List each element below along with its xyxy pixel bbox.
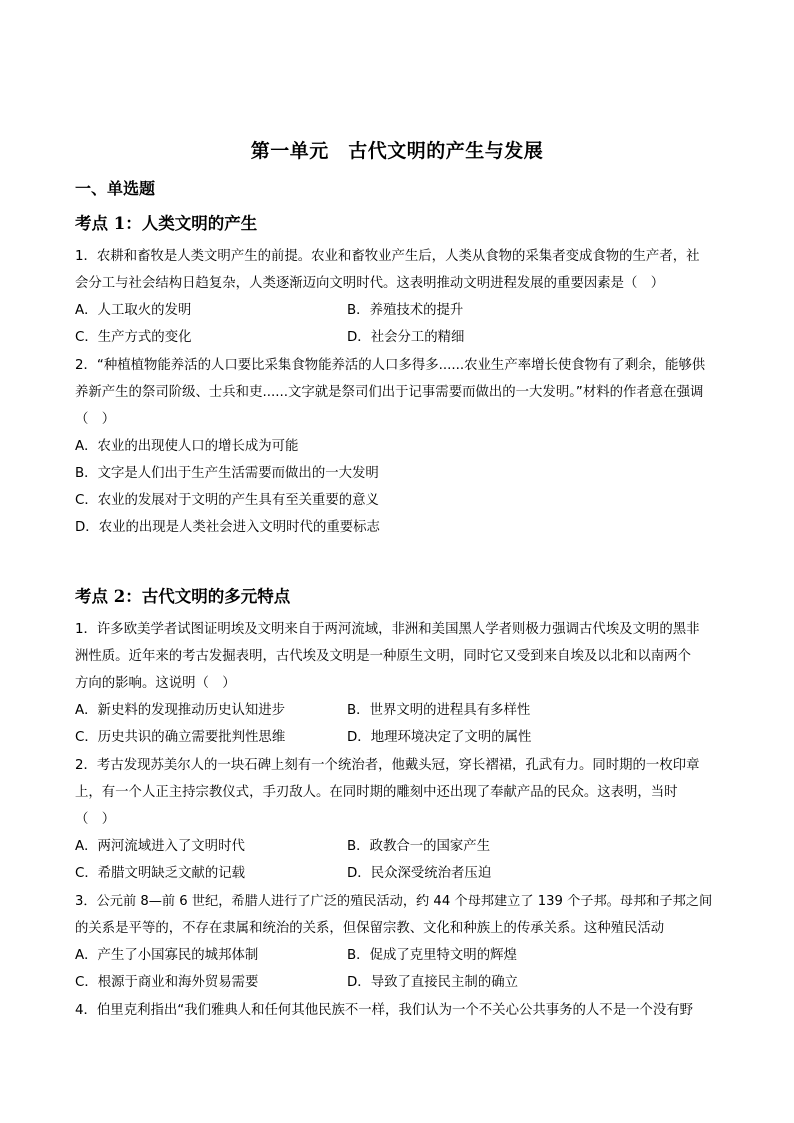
question-text: （ ） bbox=[75, 812, 116, 827]
option-c: C．历史共识的确立需要批判性思维 bbox=[75, 730, 286, 745]
topic-heading-2: 考点 2：古代文明的多元特点 bbox=[75, 587, 291, 606]
option-c: C．根源于商业和海外贸易需要 bbox=[75, 975, 259, 990]
question-text: 洲性质。近年来的考古发掘表明，古代埃及文明是一种原生文明，同时它又受到来自埃及以北和以南两个 bbox=[75, 649, 691, 664]
question-text: 2．考古发现苏美尔人的一块石碑上刻有一个统治者，他戴头冠，穿长褶裙，孔武有力。同时期的一枚印章 bbox=[75, 758, 700, 773]
option-d: D．导致了直接民主制的确立 bbox=[347, 975, 518, 990]
option-a: A．农业的出现使人口的增长成为可能 bbox=[75, 439, 299, 454]
topic-heading-1: 考点 1：人类文明的产生 bbox=[75, 214, 258, 233]
section-heading: 一、单选题 bbox=[75, 179, 156, 198]
question-text: 方向的影响。这说明（ ） bbox=[75, 676, 236, 691]
question-text: 1．许多欧美学者试图证明埃及文明来自于两河流域，非洲和美国黑人学者则极力强调古代埃及文明的黑非 bbox=[75, 622, 700, 637]
question-text: 上，有一个人正主持宗教仪式，手刃敌人。在同时期的雕刻中还出现了奉献产品的民众。这表明，当时 bbox=[75, 785, 678, 800]
option-b: B．世界文明的进程具有多样性 bbox=[347, 703, 531, 718]
option-a: A．人工取火的发明 bbox=[75, 303, 192, 318]
option-a: A．两河流域进入了文明时代 bbox=[75, 839, 245, 854]
option-a: A．新史料的发现推动历史认知进步 bbox=[75, 703, 286, 718]
question-text: 4．伯里克利指出“我们雅典人和任何其他民族不一样，我们认为一个不关心公共事务的人不是一个没有野 bbox=[75, 1003, 694, 1018]
option-d: D．民众深受统治者压迫 bbox=[347, 866, 492, 881]
question-text: 的关系是平等的，不存在隶属和统治的关系，但保留宗教、文化和种族上的传承关系。这种殖民活动 bbox=[75, 921, 665, 936]
option-d: D．农业的出现是人类社会进入文明时代的重要标志 bbox=[75, 520, 380, 535]
option-b: B．养殖技术的提升 bbox=[347, 303, 464, 318]
option-d: D．社会分工的精细 bbox=[347, 330, 465, 345]
option-b: B．促成了克里特文明的辉煌 bbox=[347, 948, 517, 963]
question-text: 1．农耕和畜牧是人类文明产生的前提。农业和畜牧业产生后，人类从食物的采集者变成食物的生产者，社 bbox=[75, 249, 700, 264]
question-text: （ ） bbox=[75, 412, 116, 427]
option-b: B．文字是人们出于生产生活需要而做出的一大发明 bbox=[75, 466, 379, 481]
question-text: 3．公元前 8—前 6 世纪，希腊人进行了广泛的殖民活动，约 44 个母邦建立了 139 个子邦。母邦和子邦之间 bbox=[75, 894, 713, 909]
option-d: D．地理环境决定了文明的属性 bbox=[347, 730, 532, 745]
question-text: 养新产生的祭司阶级、士兵和吏......文字就是祭司们出于记事需要而做出的一大发明。”材料的作者意在强调 bbox=[75, 385, 704, 400]
question-text: 会分工与社会结构日趋复杂，人类逐渐迈向文明时代。这表明推动文明进程发展的重要因素是（ ） bbox=[75, 276, 665, 291]
option-c: C．生产方式的变化 bbox=[75, 330, 192, 345]
option-c: C．农业的发展对于文明的产生具有至关重要的意义 bbox=[75, 493, 379, 508]
question-text: 2．“种植植物能养活的人口要比采集食物能养活的人口多得多......农业生产率增长使食物有了剩余，能够供 bbox=[75, 358, 706, 373]
option-c: C．希腊文明缺乏文献的记载 bbox=[75, 866, 246, 881]
page-title: 第一单元 古代文明的产生与发展 bbox=[250, 140, 544, 162]
option-a: A．产生了小国寡民的城邦体制 bbox=[75, 948, 259, 963]
option-b: B．政教合一的国家产生 bbox=[347, 839, 491, 854]
